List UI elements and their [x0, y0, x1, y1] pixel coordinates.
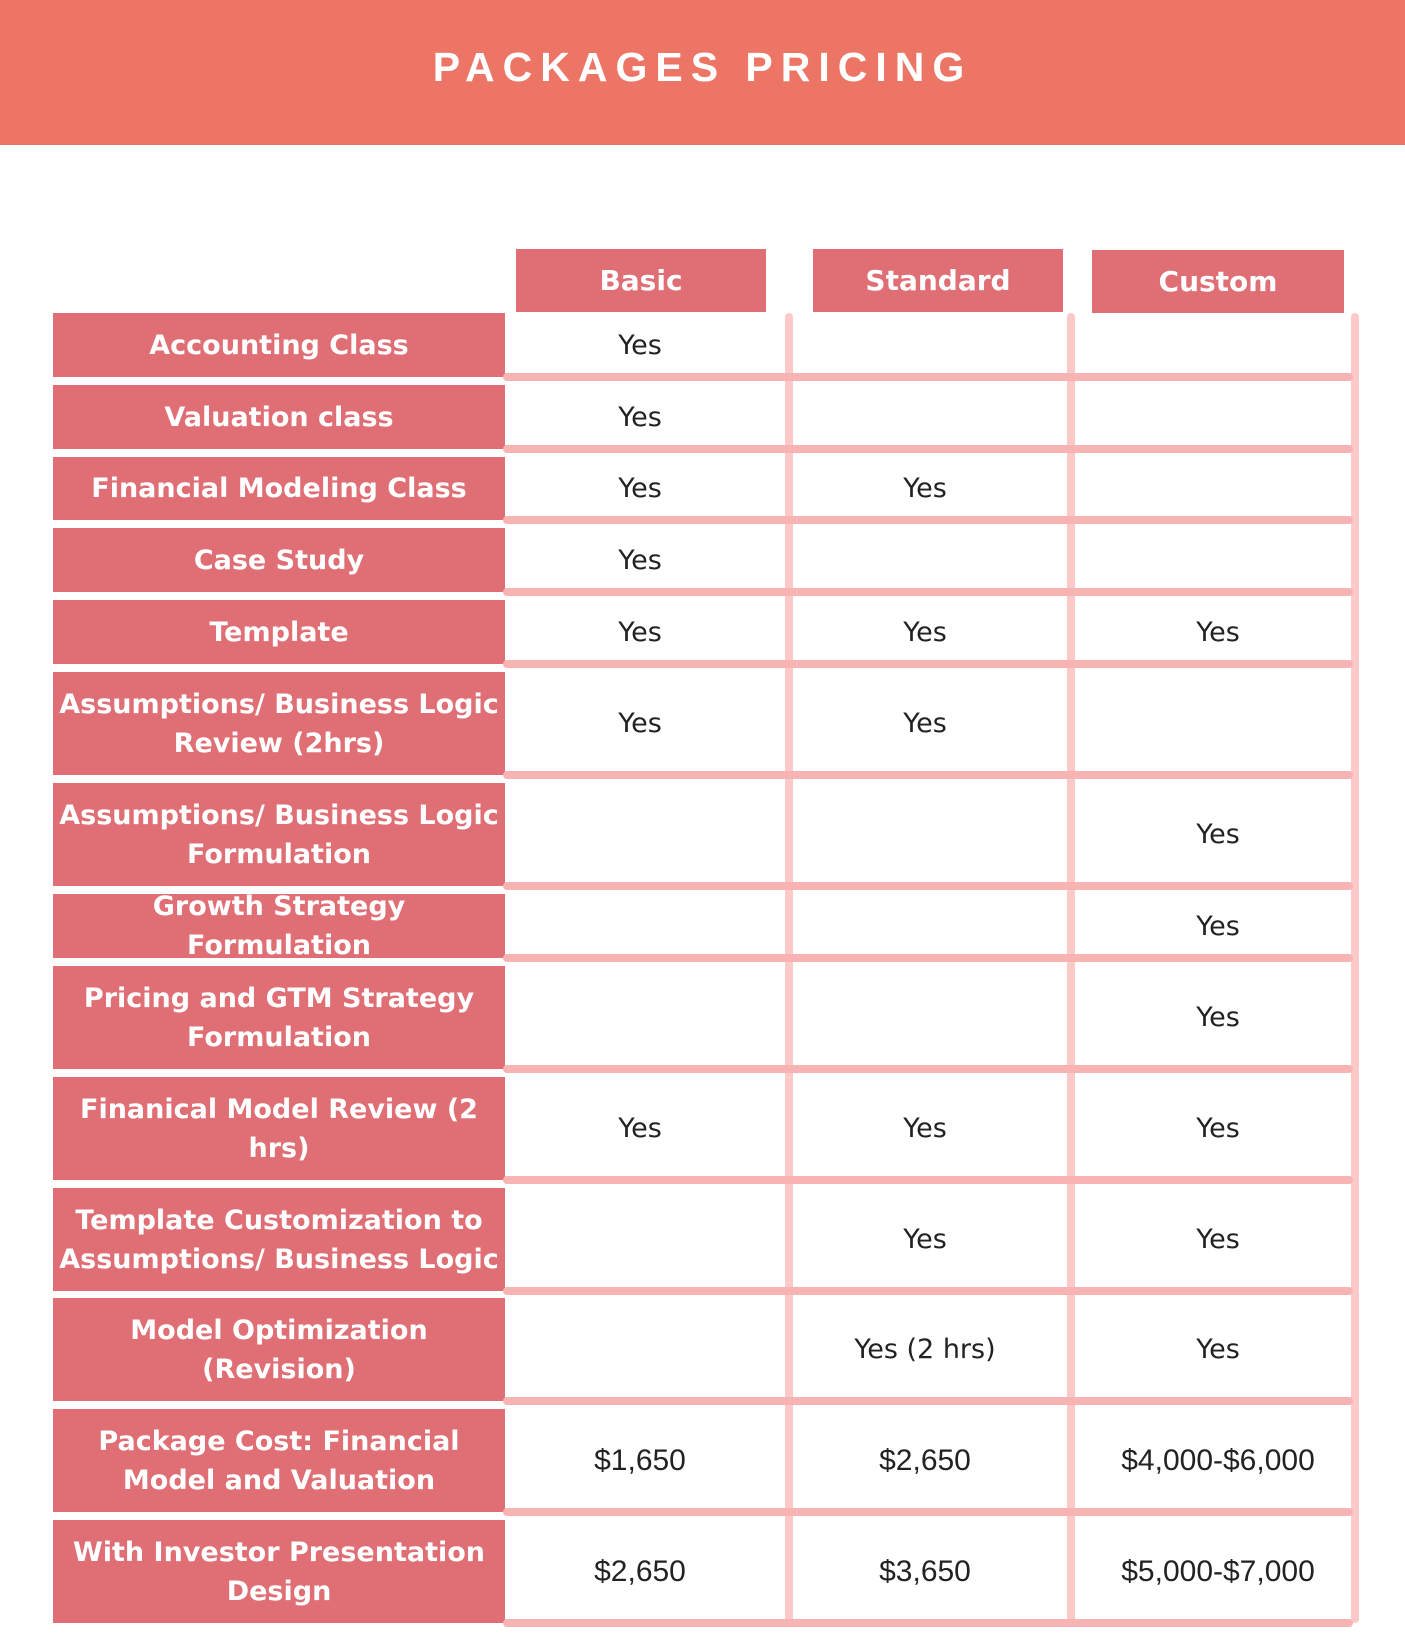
column-header-basic: Basic	[516, 249, 766, 312]
row-label: Accounting Class	[53, 313, 505, 377]
cell-custom	[1143, 457, 1293, 520]
cell-custom: $5,000-$7,000	[1121, 1555, 1315, 1588]
cell-standard: Yes	[903, 473, 947, 504]
cell-basic: Yes	[618, 401, 662, 433]
row-label: Finanical Model Review (2 hrs)	[53, 1077, 505, 1180]
row-divider	[503, 373, 1353, 381]
cell-custom: Yes	[1196, 910, 1240, 942]
column-header-custom: Custom	[1092, 250, 1344, 313]
cell-standard: $3,650	[879, 1555, 971, 1588]
cell-basic: $2,650	[594, 1555, 686, 1588]
cell-standard: $2,650	[879, 1444, 971, 1477]
column-divider	[785, 313, 793, 1622]
row-label: Assumptions/ Business Logic Formulation	[53, 783, 505, 886]
cell-standard	[815, 528, 1035, 592]
cell-basic	[530, 1298, 750, 1401]
cell-basic	[530, 894, 750, 958]
cell-basic	[530, 1188, 750, 1291]
row-label: Assumptions/ Business Logic Review (2hrs)	[53, 672, 505, 775]
row-label: Model Optimization (Revision)	[53, 1298, 505, 1401]
cell-custom: Yes	[1196, 1224, 1240, 1255]
cell-custom: Yes	[1196, 819, 1240, 850]
row-divider	[503, 588, 1353, 596]
cell-standard: Yes (2 hrs)	[854, 1334, 996, 1365]
row-divider	[503, 1065, 1353, 1073]
cell-custom: $4,000-$6,000	[1121, 1444, 1315, 1477]
row-label: Pricing and GTM Strategy Formulation	[53, 966, 505, 1069]
row-divider	[503, 882, 1353, 890]
cell-basic	[530, 966, 750, 1069]
row-label: Growth Strategy Formulation	[53, 894, 505, 958]
row-label: Package Cost: Financial Model and Valuation	[53, 1409, 505, 1512]
cell-basic: Yes	[618, 708, 662, 739]
cell-standard	[815, 966, 1035, 1069]
row-label: Financial Modeling Class	[53, 457, 505, 520]
row-label: Template	[53, 600, 505, 664]
cell-standard: Yes	[903, 1113, 947, 1144]
cell-standard	[815, 385, 1035, 449]
column-divider	[1067, 313, 1075, 1622]
row-divider	[503, 771, 1353, 779]
cell-standard	[815, 313, 1035, 377]
row-label: Case Study	[53, 528, 505, 592]
cell-basic: Yes	[618, 329, 662, 361]
cell-basic: Yes	[618, 544, 662, 576]
row-divider	[503, 954, 1353, 962]
cell-standard	[815, 783, 1035, 886]
row-divider	[503, 516, 1353, 524]
row-divider	[503, 660, 1353, 668]
cell-custom: Yes	[1196, 1002, 1240, 1033]
page-title: PACKAGES PRICING	[432, 44, 973, 90]
row-label: Valuation class	[53, 385, 505, 449]
cell-custom	[1143, 313, 1293, 377]
cell-basic	[530, 783, 750, 886]
cell-basic: Yes	[618, 473, 662, 504]
cell-standard: Yes	[903, 708, 947, 739]
row-divider	[503, 445, 1353, 453]
cell-basic: Yes	[618, 1113, 662, 1144]
cell-custom	[1143, 672, 1293, 775]
cell-standard: Yes	[903, 1224, 947, 1255]
row-divider	[503, 1619, 1353, 1627]
cell-basic: Yes	[618, 616, 662, 648]
cell-basic: $1,650	[594, 1444, 686, 1477]
cell-custom: Yes	[1196, 1113, 1240, 1144]
cell-standard: Yes	[903, 616, 947, 648]
row-divider	[503, 1287, 1353, 1295]
cell-standard	[815, 894, 1035, 958]
column-divider	[1351, 313, 1359, 1623]
cell-custom: Yes	[1196, 1334, 1240, 1365]
row-divider	[503, 1397, 1353, 1405]
cell-custom	[1143, 385, 1293, 449]
column-header-standard: Standard	[813, 249, 1063, 312]
title-banner	[0, 0, 1405, 145]
row-label: With Investor Presentation Design	[53, 1520, 505, 1623]
row-label: Template Customization to Assumptions/ Business Logic	[53, 1188, 505, 1291]
row-divider	[503, 1508, 1353, 1516]
cell-custom: Yes	[1196, 616, 1240, 648]
row-divider	[503, 1176, 1353, 1184]
cell-custom	[1143, 528, 1293, 592]
